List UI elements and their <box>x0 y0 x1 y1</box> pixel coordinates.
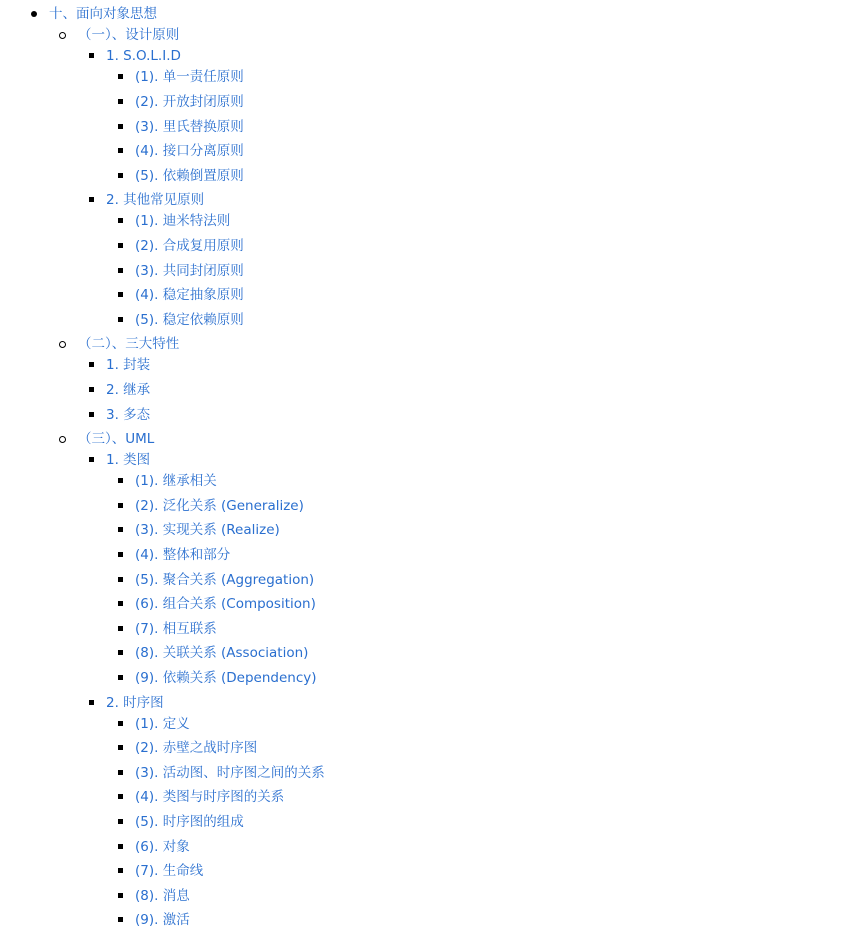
toc-link[interactable]: (9). 依赖关系 (Dependency) <box>135 670 317 686</box>
toc-link[interactable]: (3). 里氏替换原则 <box>135 119 244 135</box>
toc-link[interactable]: (4). 稳定抽象原则 <box>135 287 244 303</box>
bullet-square <box>118 503 123 508</box>
bullet-square <box>89 197 94 202</box>
toc-link-section[interactable]: （一）、设计原则 <box>78 27 180 43</box>
toc-link[interactable]: (9). 激活 <box>135 912 190 928</box>
toc-link[interactable]: (7). 相互联系 <box>135 621 217 637</box>
toc-link[interactable]: (7). 生命线 <box>135 863 204 879</box>
bullet-square <box>118 601 123 606</box>
bullet-square <box>118 577 123 582</box>
toc-link[interactable]: (2). 开放封闭原则 <box>135 94 244 110</box>
bullet-square <box>118 650 123 655</box>
toc-link-section[interactable]: （二）、三大特性 <box>78 336 180 352</box>
bullet-circle <box>59 32 66 39</box>
toc-link[interactable]: (5). 依赖倒置原则 <box>135 168 244 184</box>
bullet-square <box>118 292 123 297</box>
toc-link[interactable]: (5). 稳定依赖原则 <box>135 312 244 328</box>
toc-link-group[interactable]: 3. 多态 <box>106 407 151 423</box>
bullet-square <box>118 478 123 483</box>
bullet-square <box>118 770 123 775</box>
bullet-square <box>118 721 123 726</box>
bullet-square <box>118 844 123 849</box>
bullet-square <box>89 700 94 705</box>
toc-link[interactable]: (5). 时序图的组成 <box>135 814 244 830</box>
toc-link-group[interactable]: 1. 封装 <box>106 357 151 373</box>
toc-link-group[interactable]: 2. 时序图 <box>106 695 164 711</box>
bullet-square <box>118 626 123 631</box>
bullet-square <box>118 868 123 873</box>
toc-link-section[interactable]: （三）、UML <box>78 431 155 447</box>
toc-link-group[interactable]: 2. 继承 <box>106 382 151 398</box>
bullet-square <box>118 917 123 922</box>
bullet-circle <box>59 436 66 443</box>
bullet-square <box>118 99 123 104</box>
toc-link[interactable]: (1). 定义 <box>135 716 190 732</box>
bullet-square <box>118 173 123 178</box>
bullet-square <box>89 412 94 417</box>
bullet-square <box>118 675 123 680</box>
bullet-square <box>89 362 94 367</box>
bullet-square <box>118 74 123 79</box>
toc-link[interactable]: (2). 合成复用原则 <box>135 238 244 254</box>
bullet-circle <box>59 341 66 348</box>
bullet-square <box>118 218 123 223</box>
toc-link[interactable]: (4). 接口分离原则 <box>135 143 244 159</box>
bullet-square <box>89 457 94 462</box>
toc-link[interactable]: (2). 赤壁之战时序图 <box>135 740 258 756</box>
bullet-square <box>118 745 123 750</box>
toc-link[interactable]: (8). 消息 <box>135 888 190 904</box>
bullet-square <box>118 124 123 129</box>
bullet-square <box>118 268 123 273</box>
toc-link-group[interactable]: 2. 其他常见原则 <box>106 192 205 208</box>
bullet-square <box>118 552 123 557</box>
bullet-square <box>118 819 123 824</box>
toc-link[interactable]: (3). 共同封闭原则 <box>135 263 244 279</box>
toc-link[interactable]: (1). 迪米特法则 <box>135 213 231 229</box>
toc-link[interactable]: (1). 单一责任原则 <box>135 69 244 85</box>
toc-link-group[interactable]: 1. 类图 <box>106 452 151 468</box>
toc-link[interactable]: (3). 实现关系 (Realize) <box>135 522 280 538</box>
toc-link-root[interactable]: 十、面向对象思想 <box>49 6 157 22</box>
bullet-square <box>118 893 123 898</box>
bullet-square <box>118 243 123 248</box>
toc-link[interactable]: (4). 整体和部分 <box>135 547 231 563</box>
bullet-square <box>118 148 123 153</box>
bullet-square <box>118 527 123 532</box>
toc-link[interactable]: (6). 对象 <box>135 839 190 855</box>
toc-link[interactable]: (5). 聚合关系 (Aggregation) <box>135 572 315 588</box>
toc-link[interactable]: (3). 活动图、时序图之间的关系 <box>135 765 325 781</box>
bullet-square <box>118 794 123 799</box>
toc-link-group[interactable]: 1. S.O.L.I.D <box>106 48 181 64</box>
toc-link[interactable]: (4). 类图与时序图的关系 <box>135 789 285 805</box>
bullet-square <box>118 317 123 322</box>
bullet-square <box>89 387 94 392</box>
bullet-disc <box>31 11 37 17</box>
bullet-square <box>89 53 94 58</box>
toc-link[interactable]: (6). 组合关系 (Composition) <box>135 596 316 612</box>
toc-link[interactable]: (8). 关联关系 (Association) <box>135 645 309 661</box>
toc-link[interactable]: (1). 继承相关 <box>135 473 217 489</box>
toc-link[interactable]: (2). 泛化关系 (Generalize) <box>135 498 304 514</box>
